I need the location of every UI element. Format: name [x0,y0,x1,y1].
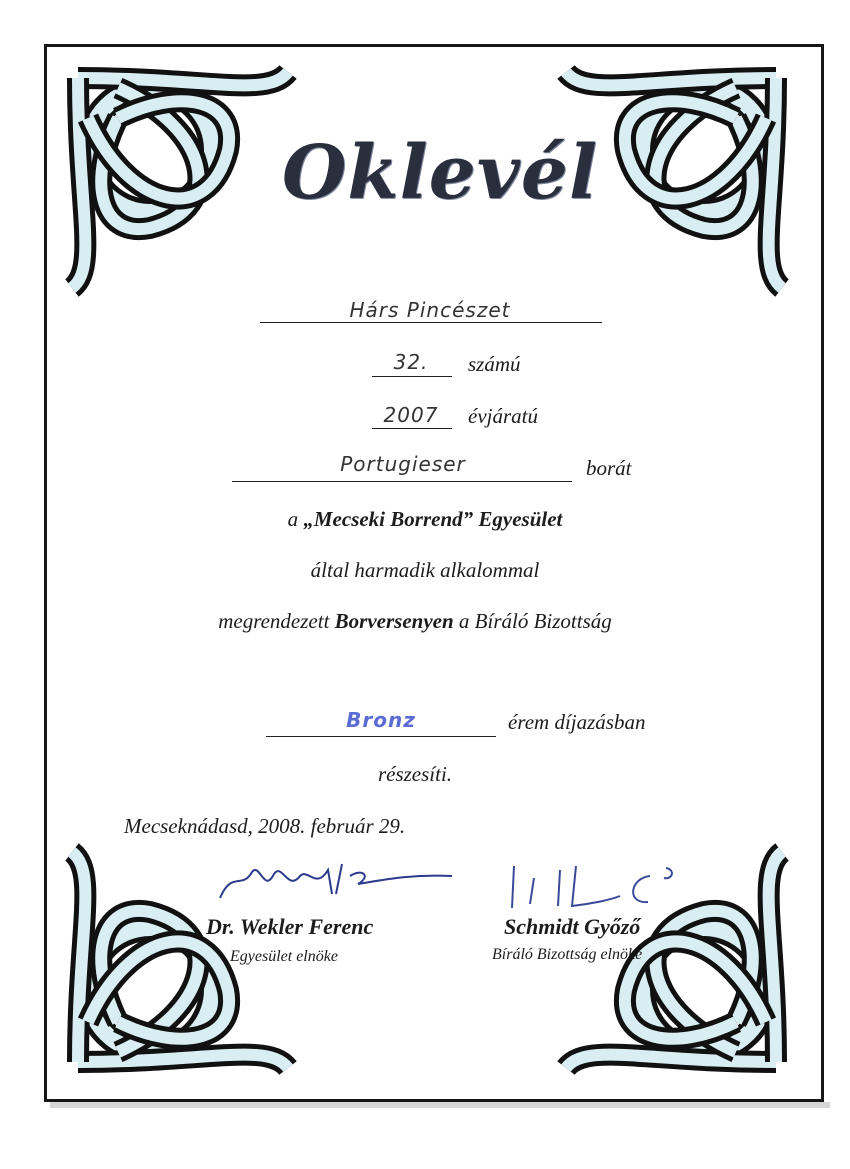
frame-shadow [50,1102,830,1108]
vintage-label: évjáratú [468,404,538,428]
place-date: Mecseknádasd, 2008. február 29. [124,814,406,838]
medal-line [266,736,496,737]
signatory-1-name: Dr. Wekler Ferenc [206,914,374,939]
variety-value: Portugieser [340,452,466,476]
winery-line [260,322,602,323]
number-value: 32. [393,350,429,374]
medal-value: Bronz [346,708,416,732]
organizer-line: a „Mecseki Borrend” Egyesület [287,507,563,531]
signatory-2-role: Bíráló Bizottság elnöke [492,946,643,963]
celtic-knot-icon [58,58,298,298]
signature-wekler [212,850,462,910]
number-label: számú [468,352,521,376]
variety-line [232,481,572,482]
variety-label: borát [586,456,632,480]
medal-label: érem díjazásban [508,710,646,734]
contest-line: megrendezett Borversenyen a Bíráló Bizottság [218,609,612,633]
vintage-line [372,428,452,429]
signatory-1-role: Egyesület elnöke [230,948,338,965]
certificate-title: Oklevél [281,130,599,216]
awards-line: részesíti. [377,762,453,786]
signatory-2-name: Schmidt Győző [504,914,641,939]
occasion-line: által harmadik alkalommal [310,558,540,582]
number-line [372,376,452,377]
signature-schmidt [500,856,690,916]
vintage-value: 2007 [383,403,439,427]
winery-value: Hárs Pincészet [349,298,511,322]
